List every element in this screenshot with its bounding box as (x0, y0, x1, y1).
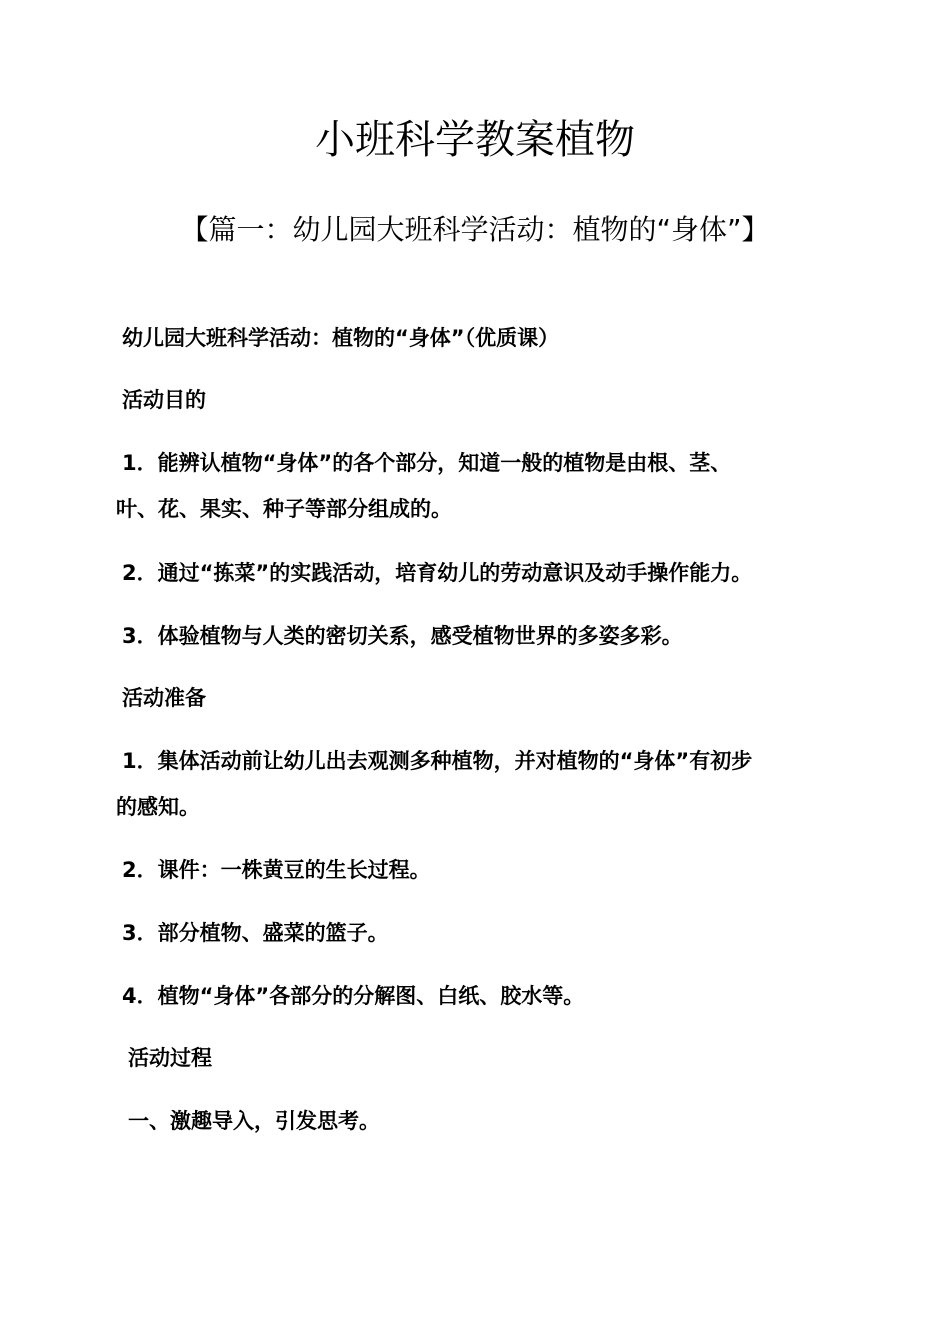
process-step-1: 一、激趣导入，引发思考。 (128, 1109, 380, 1133)
heading-process: 活动过程 (128, 1046, 212, 1070)
preparation-4: 4．植物“身体”各部分的分解图、白纸、胶水等。 (122, 984, 585, 1008)
objective-1-line-2: 叶、花、果实、种子等部分组成的。 (116, 497, 452, 521)
preparation-1-line-1: 1．集体活动前让幼儿出去观测多种植物，并对植物的“身体”有初步 (122, 749, 753, 773)
preparation-2: 2．课件：一株黄豆的生长过程。 (122, 858, 431, 882)
preparation-1-line-2: 的感知。 (116, 795, 200, 819)
objective-3: 3．体验植物与人类的密切关系，感受植物世界的多姿多彩。 (122, 624, 683, 648)
objective-2: 2．通过“拣菜”的实践活动，培育幼儿的劳动意识及动手操作能力。 (122, 561, 753, 585)
document-title: 小班科学教案植物 (315, 117, 635, 163)
preparation-3: 3．部分植物、盛菜的篮子。 (122, 921, 389, 945)
lesson-title: 幼儿园大班科学活动：植物的“身体”（优质课） (122, 326, 560, 350)
objective-1-line-1: 1．能辨认植物“身体”的各个部分，知道一般的植物是由根、茎、 (122, 451, 732, 475)
heading-preparation: 活动准备 (122, 686, 206, 710)
section-heading: 【篇一：幼儿园大班科学活动：植物的“身体”】 (180, 213, 770, 246)
heading-objectives: 活动目的 (122, 388, 206, 412)
